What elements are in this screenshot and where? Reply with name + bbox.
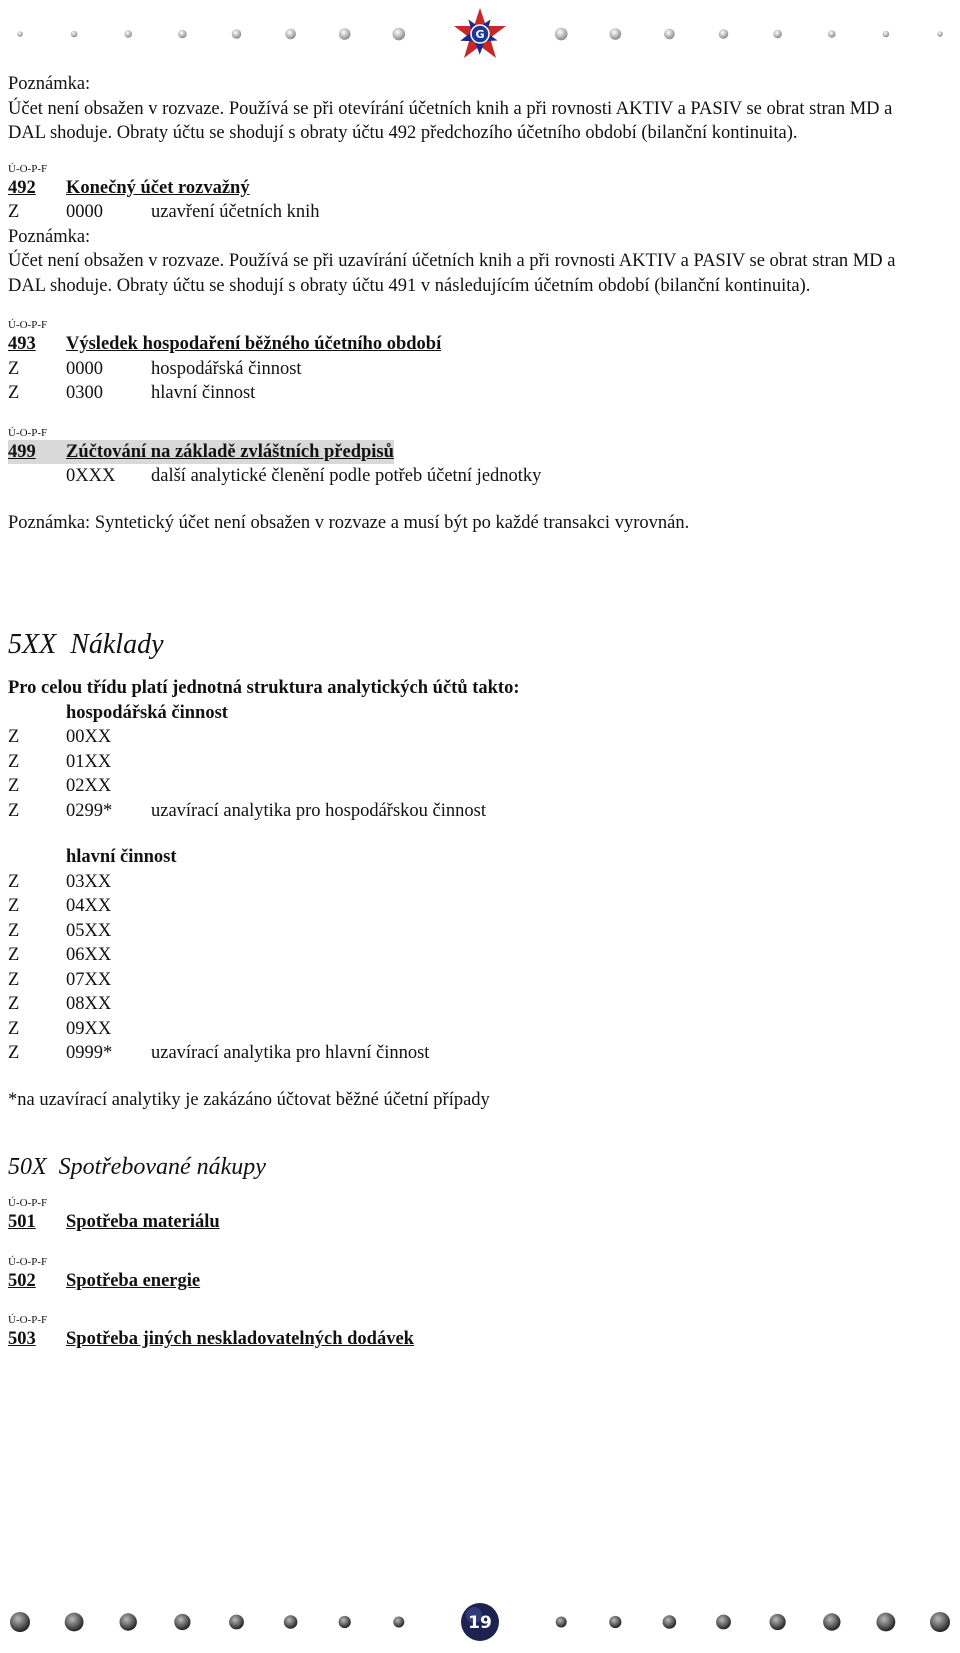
- row-code: 0XXX: [66, 466, 116, 486]
- analytic-row: [8, 774, 928, 799]
- row-type: [8, 464, 66, 489]
- row-code: 08XX: [66, 994, 112, 1014]
- decorative-dot: [174, 1614, 190, 1630]
- decorative-dot: [719, 29, 729, 39]
- account-name: Spotřeba materiálu: [66, 1212, 220, 1232]
- row-type: Z: [8, 776, 20, 796]
- decorative-dot: [716, 1615, 731, 1630]
- decorative-dot: [339, 1616, 351, 1628]
- account-number: 499: [8, 441, 36, 462]
- group-1-rows: [8, 725, 928, 823]
- decorative-dot: [823, 1613, 840, 1630]
- footnote: *na uzavírací analytiky je zakázáno účtovat běžné účetní případy: [8, 1089, 490, 1110]
- decorative-dot: [232, 29, 242, 39]
- decorative-dot: [339, 28, 351, 40]
- account-492-header: [8, 176, 928, 201]
- decorative-dot: [285, 29, 296, 40]
- decorative-dot: [883, 31, 890, 38]
- row-type: Z: [8, 969, 20, 990]
- analytic-row: [8, 725, 928, 750]
- analytic-row: [8, 200, 928, 225]
- note-label: Poznámka:: [8, 226, 91, 247]
- decorative-dot: [393, 28, 406, 41]
- row-type: Z: [8, 994, 20, 1014]
- row-code: 00XX: [66, 727, 112, 747]
- decorative-dot: [124, 30, 132, 38]
- account-code-label: Ú-O-P-F: [8, 1314, 48, 1326]
- analytic-row: [8, 750, 928, 775]
- header-band: [0, 0, 960, 68]
- account-number: 503: [8, 1329, 36, 1349]
- note-label: Poznámka:: [8, 74, 91, 94]
- row-type: Z: [8, 358, 20, 379]
- row-text: hospodářská činnost: [151, 358, 302, 379]
- account-name: Zúčtování na základě zvláštních předpisů: [66, 441, 394, 462]
- account-503-header: [8, 1327, 928, 1352]
- group-2-rows: [8, 870, 928, 1066]
- footer-dots: [0, 1595, 960, 1653]
- row-type: Z: [8, 945, 20, 965]
- decorative-dot: [393, 1617, 404, 1628]
- decorative-dot: [556, 1617, 567, 1628]
- row-code: 06XX: [66, 945, 112, 965]
- footer-band: [0, 1595, 960, 1653]
- decorative-dot: [663, 1615, 677, 1629]
- account-493-header: [8, 332, 928, 357]
- account-code-label: Ú-O-P-F: [8, 426, 48, 439]
- highlight: [8, 440, 394, 465]
- row-type: Z: [8, 383, 20, 403]
- row-text: uzavření účetních knih: [151, 202, 320, 222]
- row-text: uzavírací analytika pro hospodářskou činnost: [151, 800, 486, 821]
- page-number-badge: [461, 1603, 499, 1641]
- decorative-dot: [71, 31, 78, 38]
- row-code: 0300: [66, 383, 103, 403]
- analytic-row: [8, 870, 928, 895]
- document-body: [8, 72, 928, 1352]
- decorative-dot: [229, 1615, 244, 1630]
- row-code: 02XX: [66, 776, 112, 796]
- decorative-dot: [930, 1612, 950, 1632]
- page-number: 19: [468, 1613, 492, 1633]
- decorative-dot: [120, 1613, 137, 1630]
- row-code: 03XX: [66, 871, 112, 892]
- account-code-label: Ú-O-P-F: [8, 319, 48, 331]
- header-dots: [0, 0, 960, 68]
- row-type: Z: [8, 202, 20, 222]
- decorative-dot: [937, 31, 943, 37]
- row-type: Z: [8, 727, 20, 747]
- svg-text:G: G: [475, 28, 485, 41]
- analytic-row: [8, 894, 928, 919]
- row-code: 0000: [66, 202, 103, 222]
- account-name: Spotřeba energie: [66, 1270, 201, 1291]
- row-code: 09XX: [66, 1018, 112, 1039]
- account-499-header: [8, 440, 928, 465]
- row-type: Z: [8, 920, 20, 941]
- analytic-row: [8, 1041, 928, 1066]
- analytic-row: [8, 381, 928, 406]
- row-type: Z: [8, 751, 20, 772]
- decorative-dot: [178, 30, 187, 39]
- account-name: Spotřeba jiných neskladovatelných dodávek: [66, 1329, 414, 1349]
- row-type: Z: [8, 896, 20, 916]
- analytic-row: [8, 1017, 928, 1042]
- account-number: 492: [8, 177, 36, 198]
- decorative-dot: [10, 1612, 30, 1632]
- row-type: Z: [8, 1043, 20, 1063]
- analytic-row: [8, 464, 928, 489]
- note-499-text: Poznámka: Syntetický účet není obsažen v rozvaze a musí být po každé transakci vyrovnán.: [8, 512, 690, 533]
- row-code: 01XX: [66, 751, 112, 772]
- account-name: Výsledek hospodaření běžného účetního období: [66, 334, 442, 354]
- account-number: 501: [8, 1212, 36, 1232]
- analytic-row: [8, 799, 928, 824]
- analytic-row: [8, 357, 928, 382]
- account-501-header: [8, 1210, 928, 1235]
- decorative-dot: [65, 1613, 84, 1632]
- group-heading-2: hlavní činnost: [66, 847, 177, 867]
- row-type: Z: [8, 1018, 20, 1039]
- analytic-row: [8, 919, 928, 944]
- account-number: 493: [8, 334, 36, 354]
- account-code-label: Ú-O-P-F: [8, 1197, 48, 1209]
- decorative-dot: [555, 28, 568, 41]
- decorative-dot: [773, 30, 782, 39]
- analytic-row: [8, 943, 928, 968]
- account-502-header: [8, 1269, 928, 1294]
- class-intro: Pro celou třídu platí jednotná struktura analytických účtů takto:: [8, 678, 520, 698]
- account-code-label: Ú-O-P-F: [8, 162, 48, 175]
- row-code: 0299*: [66, 800, 113, 821]
- decorative-dot: [17, 31, 23, 37]
- decorative-dot: [828, 30, 836, 38]
- row-code: 0000: [66, 358, 103, 379]
- row-code: 0999*: [66, 1043, 113, 1063]
- section-title-5xx: 5XX Náklady: [8, 629, 164, 660]
- row-type: Z: [8, 800, 20, 821]
- decorative-dot: [284, 1615, 298, 1629]
- account-number: 502: [8, 1270, 36, 1291]
- note-491-text: Účet není obsažen v rozvaze. Používá se při otevírání účetních knih a při rovnosti AKTIV a PASIV se obrat stran MD a DAL shoduje. Obraty účtu se shodují s obraty účtu 492 předchozího účetního období (bilanční kontinuita).: [8, 98, 893, 143]
- row-type: Z: [8, 871, 20, 892]
- group-heading-1: hospodářská činnost: [66, 702, 228, 723]
- logo-icon: [454, 8, 506, 58]
- decorative-dot: [877, 1613, 896, 1632]
- row-code: 07XX: [66, 969, 112, 990]
- row-code: 05XX: [66, 920, 112, 941]
- note-492-text: Účet není obsažen v rozvaze. Používá se při uzavírání účetních knih a při rovnosti AKTIV a PASIV se obrat stran MD a DAL shoduje. Obraty účtu se shodují s obraty účtu 491 v následujícím účetním období (bilanční kontinuita).: [8, 251, 896, 296]
- row-text: uzavírací analytika pro hlavní činnost: [151, 1043, 430, 1063]
- row-text: hlavní činnost: [151, 383, 256, 403]
- analytic-row: [8, 968, 928, 993]
- decorative-dot: [770, 1614, 786, 1630]
- account-code-label: Ú-O-P-F: [8, 1255, 48, 1268]
- section-title-50x: 50X Spotřebované nákupy: [8, 1154, 266, 1180]
- decorative-dot: [609, 1616, 621, 1628]
- row-code: 04XX: [66, 896, 112, 916]
- decorative-dot: [664, 29, 675, 40]
- analytic-row: [8, 992, 928, 1017]
- row-text: další analytické členění podle potřeb účetní jednotky: [151, 466, 542, 486]
- account-name: Konečný účet rozvažný: [66, 177, 250, 198]
- decorative-dot: [610, 28, 622, 40]
